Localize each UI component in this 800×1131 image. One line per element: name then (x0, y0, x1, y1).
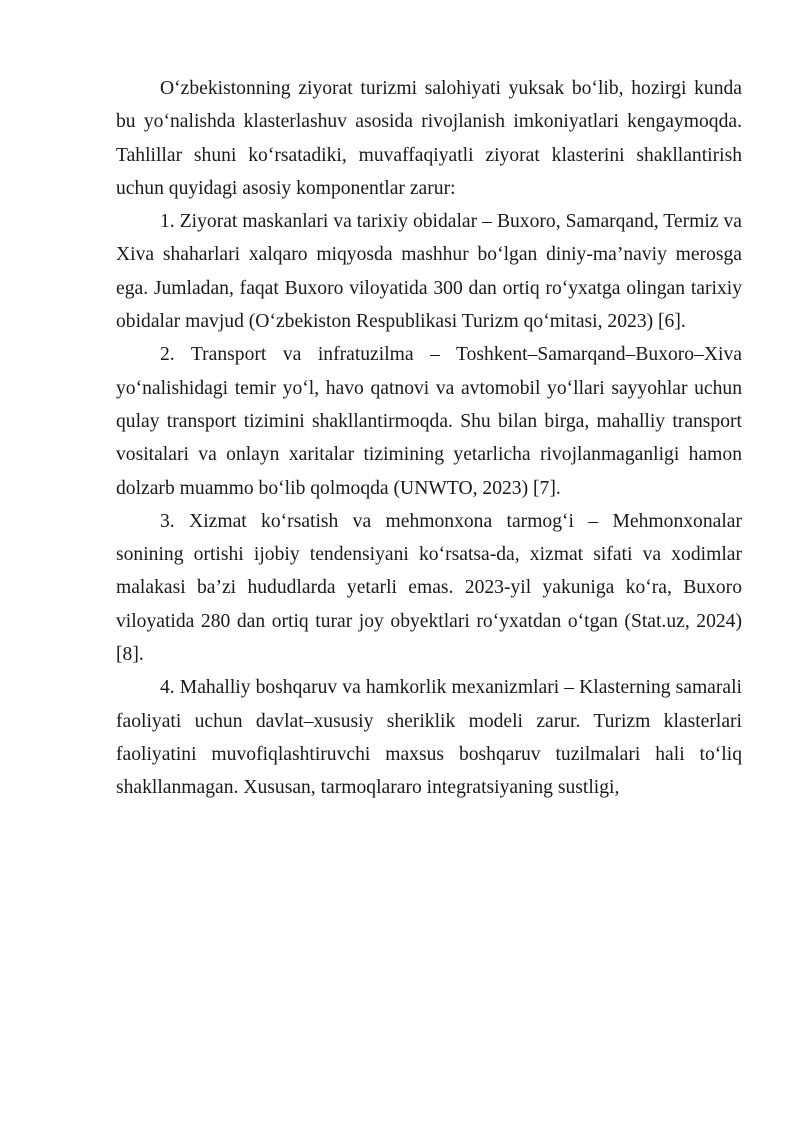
component-2-paragraph: 2. Transport va infratuzilma – Toshkent–Samarqand–Buxoro–Xiva yo‘nalishidagi temir yo‘l, havo qatnovi va avtomobil yo‘llari sayyohlar uchun qulay transport tizimini shakllantirmoqda. Shu bilan birga, mahalliy transport vositalari va onlayn xaritalar tizimining yetarlicha rivojlanmaganligi hamon dolzarb muammo bo‘lib qolmoqda (UNWTO, 2023) [7]. (116, 344, 742, 499)
component-1-paragraph: 1. Ziyorat maskanlari va tarixiy obidalar – Buxoro, Samarqand, Termiz va Xiva shaharlari xalqaro miqyosda mashhur bo‘lgan diniy-ma’naviy merosga ega. Jumladan, faqat Buxoro viloyatida 300 dan ortiq ro‘yxatga olingan tarixiy obidalar mavjud (O‘zbekiston Respublikasi Turizm qo‘mitasi, 2023) [6]. (116, 211, 742, 333)
intro-paragraph: O‘zbekistonning ziyorat turizmi salohiyati yuksak bo‘lib, hozirgi kunda bu yo‘nalishda klasterlashuv asosida rivojlanish imkoniyatlari kengaymoqda. Tahlillar shuni ko‘rsatadiki, muvaffaqiyatli ziyorat klasterini shakllantirish uchun quyidagi asosiy komponentlar zarur: (116, 78, 742, 199)
component-3-paragraph: 3. Xizmat ko‘rsatish va mehmonxona tarmog‘i – Mehmonxonalar sonining ortishi ijobiy tendensiyani ko‘rsatsa-da, xizmat sifati va xodimlar malakasi ba’zi hududlarda yetarli emas. 2023-yil yakuniga ko‘ra, Buxoro viloyatida 280 dan ortiq turar joy obyektlari ro‘yxatdan o‘tgan (Stat.uz, 2024) [8]. (116, 510, 742, 666)
document-page (116, 72, 742, 805)
component-4-paragraph: 4. Mahalliy boshqaruv va hamkorlik mexanizmlari – Klasterning samarali faoliyati uchun davlat–xususiy sheriklik modeli zarur. Turizm klasterlari faoliyatini muvofiqlashtiruvchi maxsus boshqaruv tuzilmalari hali to‘liq shakllanmagan. Xususan, tarmoqlararo integratsiyaning sustligi, (116, 677, 742, 799)
